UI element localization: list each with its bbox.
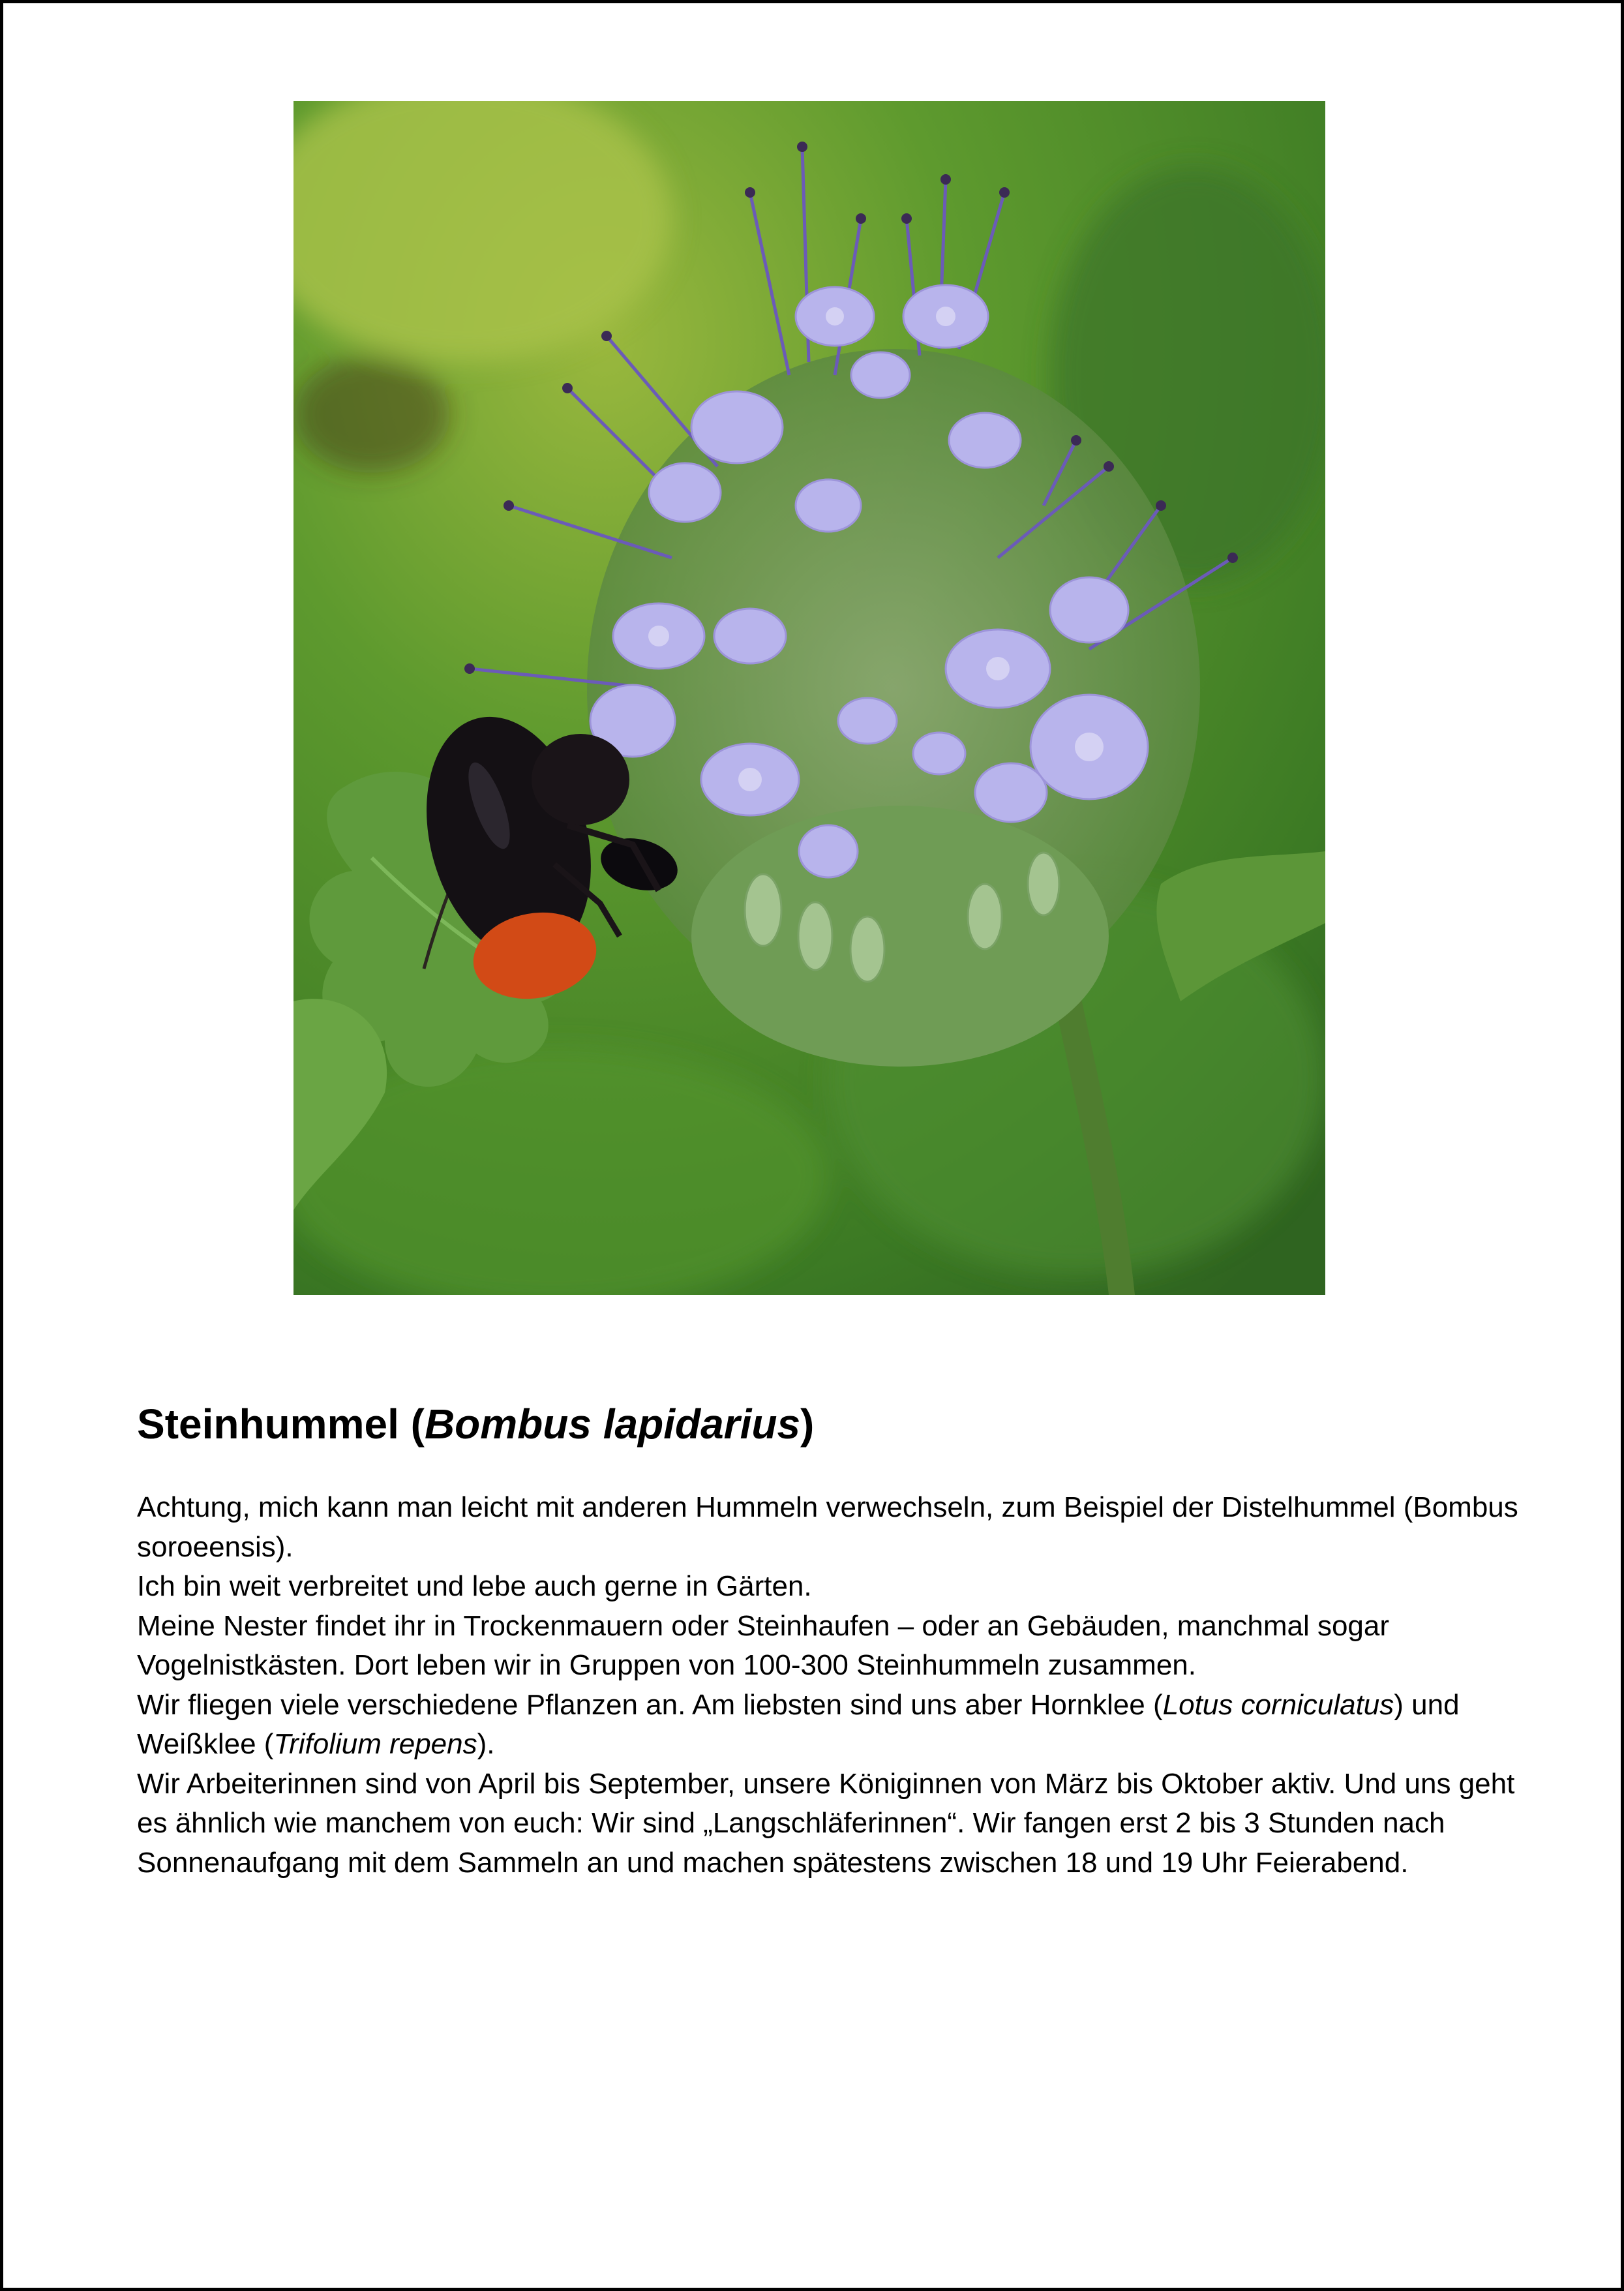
photo-illustration	[293, 101, 1325, 1295]
page-title: Steinhummel (Bombus lapidarius)	[137, 1401, 815, 1448]
paragraph-nests: Meine Nester findet ihr in Trockenmauern oder Steinhaufen – oder an Gebäuden, manchmal sogar Vogelnistkästen. Dort leben wir in Gruppen von 100-300 Steinhummeln zusammen.	[137, 1609, 1390, 1681]
paragraph-distribution: Ich bin weit verbreitet und lebe auch gerne in Gärten.	[137, 1570, 812, 1602]
latin-name: Bombus lapidarius	[424, 1401, 801, 1448]
bee-on-flower-photo	[293, 101, 1325, 1295]
paragraph-plants: Wir fliegen viele verschiedene Pflanzen an. Am liebsten sind uns aber Hornklee (Lotus corniculatus) und Weißklee (Trifolium repens).	[137, 1688, 1460, 1760]
paragraph-activity: Wir Arbeiterinnen sind von April bis September, unsere Königinnen von März bis Oktober aktiv. Und uns geht es ähnlich wie manchem von euch: Wir sind „Langschläferinnen“. Wir fangen erst 2 bis 3 Stunden nach Sonnenaufgang mit dem Sammeln an und machen spätestens zwischen 18 und 19 Uhr Feierabend.	[137, 1767, 1515, 1879]
paragraph-distinction: Achtung, mich kann man leicht mit anderen Hummeln verwechseln, zum Beispiel der Distelhummel (Bombus soroeensis).	[137, 1491, 1518, 1563]
description-text	[137, 1488, 1520, 1883]
